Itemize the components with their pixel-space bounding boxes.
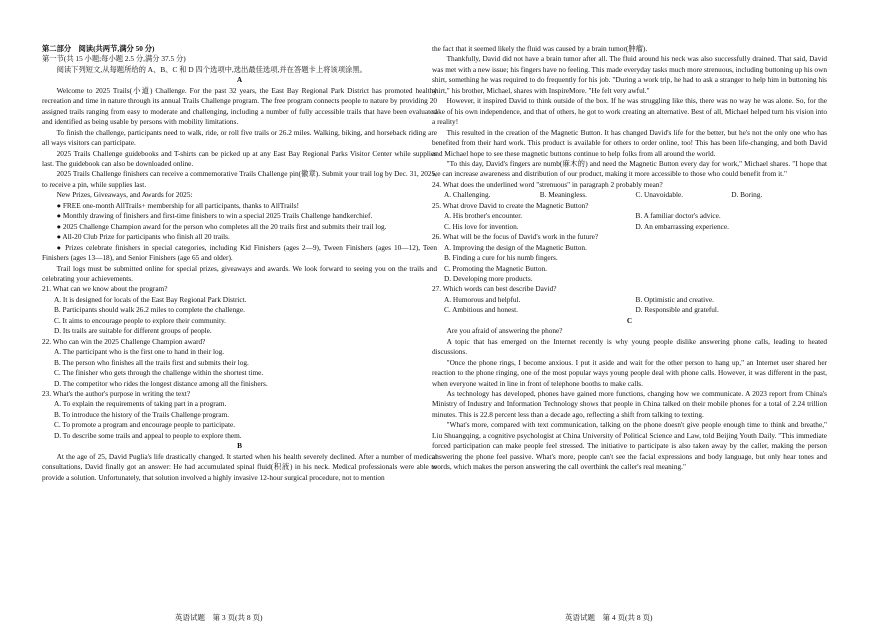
- passage-b-paragraph: Thankfully, David did not have a brain tumor after all. The fluid around his neck was also successfully drained. That said, David was met with a new issue; his fingers have no feeling. This made everyday tasks much more strenuous, including buttoning up his own shirt, something he was required to do frequently for his job. "During a work trip, he had to ask a stranger to help him in buttoning his shirt," his brother, Michael, shares with InspireMore. "He felt very awful.": [432, 54, 827, 95]
- option: B. A familiar doctor's advice.: [635, 211, 721, 221]
- option: A. To explain the requirements of taking part in a program.: [54, 399, 227, 409]
- passage-c-paragraph: "What's more, compared with text communication, talking on the phone doesn't give people enough time to think and breathe," Liu Shuangqing, a cognitive psychologist at China University of Political Science and Law, told Beijing Youth Daily. "This immediate forced participation can make people feel stressed. The initiative to participate is also taken away by the caller, making the person answering the phone feel passive. What's more, people can't see the facial expressions and body language, but only hear tones and words, which makes the person answering the call overthink the caller's real meaning.": [432, 420, 827, 472]
- page-footer-right: 英语试题 第 4 页(共 8 页): [565, 613, 653, 622]
- option: A. The participant who is the first one to hand in their log.: [54, 347, 225, 357]
- section-one-title: 第一节(共 15 小题;每小题 2.5 分,满分 37.5 分): [42, 54, 186, 64]
- question-25: 25. What drove David to create the Magnetic Button?: [432, 200, 589, 210]
- option: D. Its trails are suitable for different groups of people.: [54, 326, 212, 336]
- passage-b-paragraph: However, it inspired David to think outside of the box. If he was struggling like this, there was no way he was alone. So, for the sake of his own independence, and that of others, he got to work creating an alternative. Best of all, Michael helped turn his vision into a reality!: [432, 96, 827, 127]
- passage-c-label: C: [626, 315, 633, 325]
- option: C. His love for invention.: [444, 221, 519, 231]
- passage-a-paragraph: Welcome to 2025 Trails(小道) Challenge. For the past 32 years, the East Bay Regional Park District has promoted healthy recreation and time in nature through its annual Trails Challenge program. The free program connects people to nature by providing 20 assigned trails ranging from easy to moderate and challenging, including a number of fully accessible trails that have been evaluated and identified as being usable by persons with mobility limitations.: [42, 85, 437, 127]
- option: B. To introduce the history of the Trails Challenge program.: [54, 409, 230, 419]
- options-row: [432, 190, 827, 200]
- options-row: [432, 305, 827, 315]
- passage-c-paragraph: As technology has developed, phones have gained more functions, changing how we communicate. A 2023 report from China's Ministry of Industry and Information Technology shows that people in China talked on their mobile phones for a total of 2.24 trillion minutes. This is 22.8 percent less than a decade ago, reflecting a shift from talking to texting.: [432, 388, 827, 419]
- passage-c-paragraph: "Once the phone rings, I become anxious. I put it aside and wait for the other person to hang up," an Internet user shared her reaction to the phone ringing, one of the most popular ways young people deal with phone calls. However, it was different in the past, when everyone waited in line in front of telephone booths to make calls.: [432, 357, 827, 388]
- option: B. Participants should walk 26.2 miles to complete the challenge.: [54, 305, 245, 315]
- bullet-item: ● Monthly drawing of finishers and first-time finishers to win a special 2025 Trails Challenge handkerchief.: [56, 211, 373, 221]
- option: C. Unavoidable.: [635, 190, 684, 200]
- options-row: [432, 211, 827, 221]
- passage-c-paragraph: A topic that has emerged on the Internet recently is why young people dislike answering phone calls, leading to heated discussions.: [432, 336, 827, 357]
- passage-a-label: A: [236, 75, 243, 85]
- option: C. The finisher who gets through the challenge within the shortest time.: [54, 368, 264, 378]
- bullet-item: ● FREE one-month AllTrails+ membership for all participants, thanks to AllTrails!: [56, 200, 300, 210]
- option: C. To promote a program and encourage people to participate.: [54, 420, 236, 430]
- bullet-item: ● 2025 Challenge Champion award for the person who completes all the 20 trails first and submits their trail log.: [56, 221, 387, 231]
- bullet-item: ● All-20 Club Prize for participants who finish all 20 trails.: [56, 232, 230, 242]
- passage-b-paragraph: "To this day, David's fingers are numb(麻木的) and need the Magnetic Button every day for work," Michael shares. "I hope that we can increase awareness and distribution of our product, making it more accessible to those who could benefit from it.": [432, 158, 827, 179]
- question-21: 21. What can we know about the program?: [42, 284, 168, 294]
- left-column: [42, 44, 437, 483]
- passage-a-paragraph: 2025 Trails Challenge finishers can receive a commemorative Trails Challenge pin(徽章). Submit your trail log by Dec. 31, 2025, to receive a pin, while supplies last.: [42, 169, 437, 189]
- page-footer-left: 英语试题 第 3 页(共 8 页): [175, 613, 263, 622]
- option: B. Meaningless.: [539, 190, 587, 200]
- options-row: [432, 222, 827, 232]
- option: C. Promoting the Magnetic Button.: [444, 263, 547, 273]
- option: D. Developing more products.: [444, 273, 533, 283]
- question-27: 27. Which words can best describe David?: [432, 284, 557, 294]
- passage-b-paragraph: This resulted in the creation of the Magnetic Button. It has changed David's life for the better, but he's not the only one who has benefited from their hard work. This product is available for others to order online, too! This has been life-changing, and both David and Michael hope to see these magnetic buttons continue to help folks from all around the world.: [432, 127, 827, 158]
- passage-b-paragraph: At the age of 25, David Puglia's life drastically changed. It started when his health severely declined. After a number of medical consultations, David finally got an answer: He had accumulated spinal fluid(积液) in his neck. Medical professionals were able to provide a solution. Unfortunately, that solution involved a highly invasive 12-hour surgical procedure, not to mention: [42, 451, 437, 482]
- passage-c-paragraph: Are you afraid of answering the phone?: [446, 326, 563, 336]
- option: B. Optimistic and creative.: [635, 294, 714, 304]
- section-header: 第二部分 阅读(共两节,满分 50 分): [42, 44, 155, 53]
- option: A. Challenging.: [444, 190, 491, 200]
- options-row: [432, 295, 827, 305]
- option: D. To describe some trails and appeal to people to explore them.: [54, 430, 242, 440]
- bullet-item: ● Prizes celebrate finishers in special categories, including Kid Finishers (ages 2—9), Tween Finishers (ages 10—12), Teen Finishers (ages 13—18), and Senior Finishers (age 65 and older).: [42, 242, 437, 263]
- option: D. Responsible and grateful.: [635, 305, 719, 315]
- option: C. Ambitious and honest.: [444, 305, 518, 315]
- option: B. Finding a cure for his numb fingers.: [444, 253, 558, 263]
- option: D. The competitor who rides the longest distance among all the finishers.: [54, 378, 268, 388]
- instructions: 阅读下列短文,从每题所给的 A、B、C 和 D 四个选项中,选出最佳选项,并在答题卡上将该项涂黑。: [56, 64, 367, 74]
- option: A. Humorous and helpful.: [444, 294, 521, 304]
- question-22: 22. Who can win the 2025 Challenge Champion award?: [42, 336, 206, 346]
- option: A. His brother's encounter.: [444, 211, 523, 221]
- option: A. Improving the design of the Magnetic Button.: [444, 242, 587, 252]
- passage-b-paragraph: the fact that it seemed likely the fluid was caused by a brain tumor(肿瘤).: [432, 44, 648, 53]
- option: D. An embarrassing experience.: [635, 221, 729, 231]
- passage-b-label: B: [237, 441, 242, 451]
- question-23: 23. What's the author's purpose in writing the text?: [42, 388, 191, 398]
- option: A. It is designed for locals of the East Bay Regional Park District.: [54, 294, 247, 304]
- right-column: [432, 44, 827, 473]
- option: C. It aims to encourage people to explore their community.: [54, 315, 226, 325]
- option: D. Boring.: [731, 190, 763, 200]
- passage-a-paragraph: New Prizes, Giveaways, and Awards for 2025:: [56, 190, 193, 200]
- passage-a-closing: Trail logs must be submitted online for special prizes, giveaways and awards. We look forward to seeing you on the trails and celebrating your achievements.: [42, 263, 437, 283]
- question-24: 24. What does the underlined word "strenuous" in paragraph 2 probably mean?: [432, 179, 663, 189]
- question-26: 26. What will be the focus of David's work in the future?: [432, 232, 599, 242]
- passage-a-paragraph: To finish the challenge, participants need to walk, ride, or roll five trails or 26.2 miles. Walking, biking, and horseback riding are all ways visitors can participate.: [42, 127, 437, 148]
- passage-a-paragraph: 2025 Trails Challenge guidebooks and T-shirts can be picked up at any East Bay Regional Parks Visitor Center while supplies last. The guidebook can also be downloaded online.: [42, 148, 437, 168]
- option: B. The person who finishes all the trails first and submits their log.: [54, 357, 249, 367]
